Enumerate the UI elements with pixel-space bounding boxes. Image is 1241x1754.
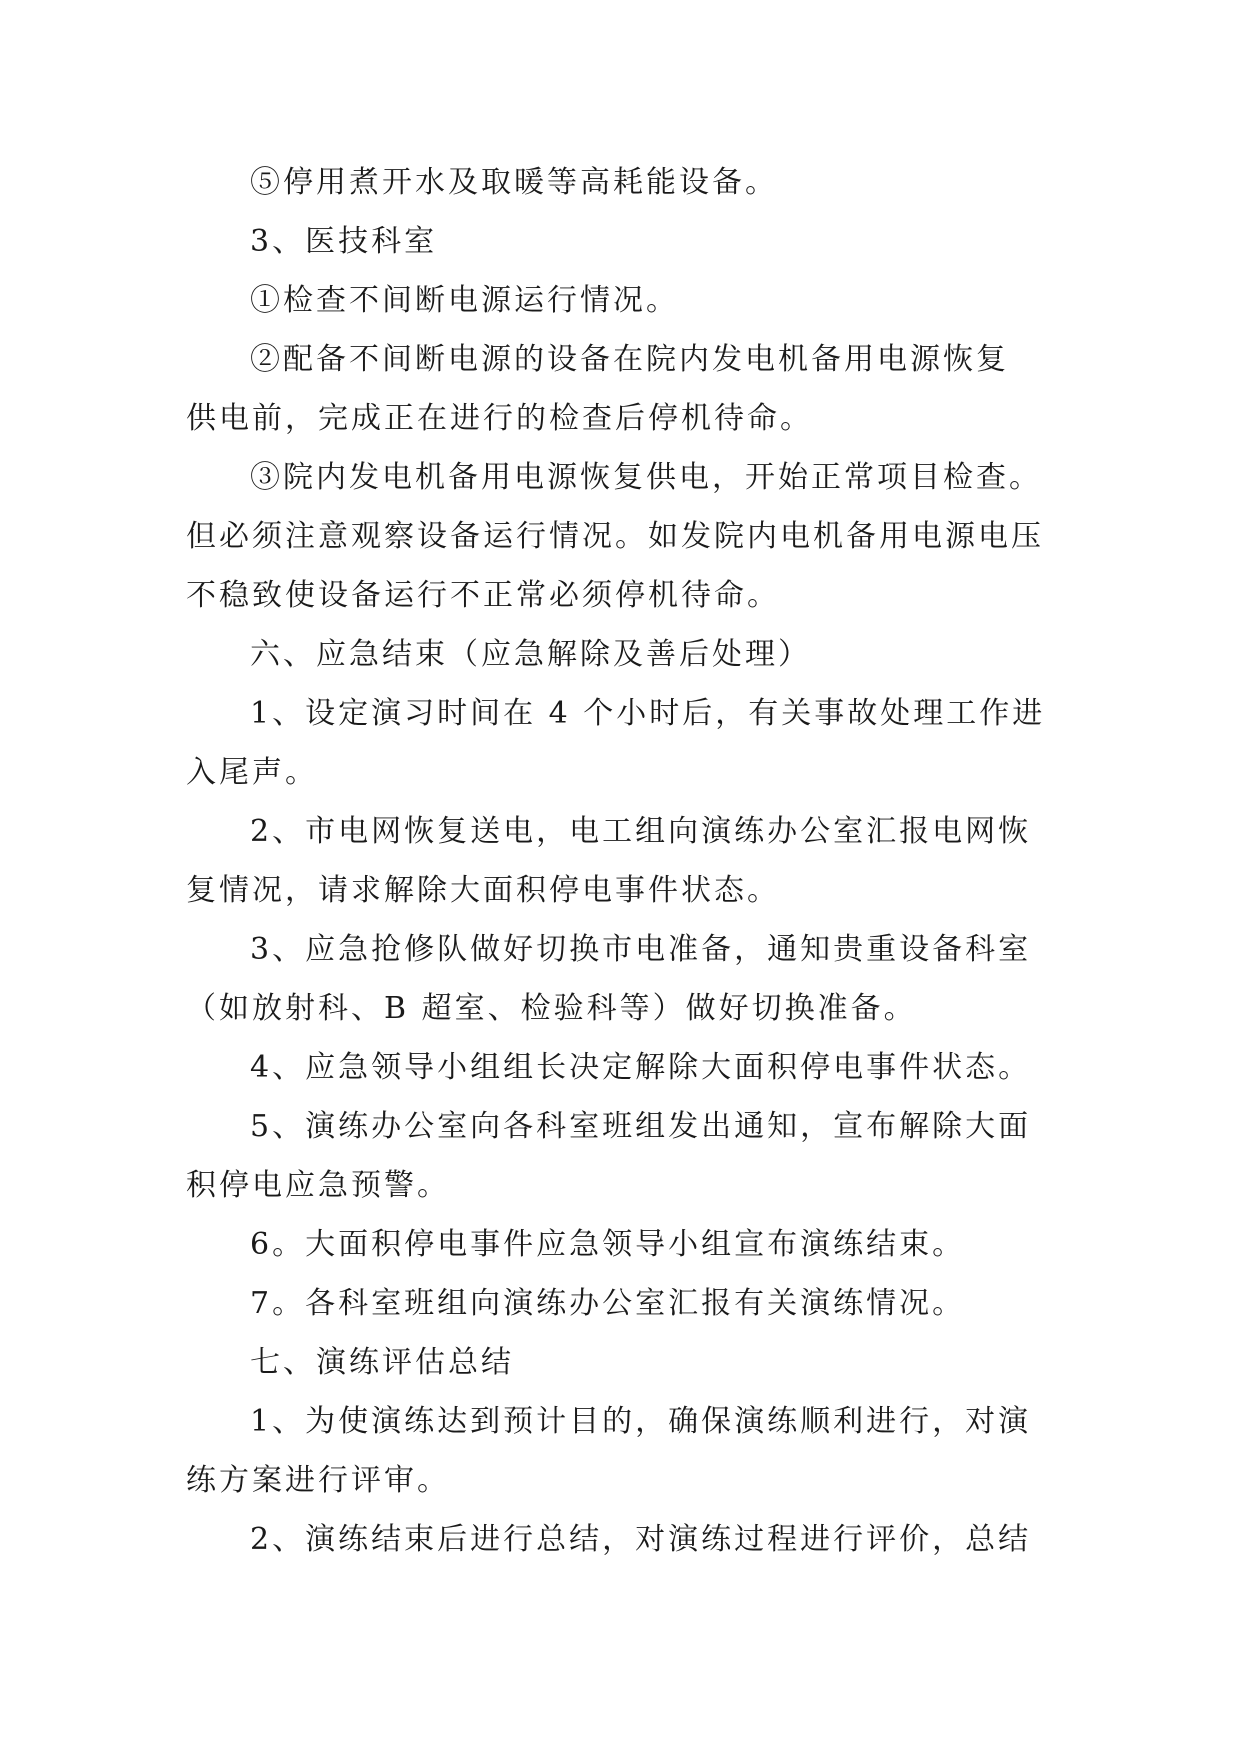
section-heading: 六、应急结束（应急解除及善后处理） [250,637,811,672]
text-line: 练方案进行评审。 [186,1463,450,1498]
text-line: （如放射科、B 超室、检验科等）做好切换准备。 [186,991,917,1026]
text-line: 6。大面积停电事件应急领导小组宣布演练结束。 [250,1227,966,1262]
text-line: 2、市电网恢复送电，电工组向演练办公室汇报电网恢 [250,814,1032,849]
text-line: 供电前，完成正在进行的检查后停机待命。 [186,401,813,436]
text-line: 2、演练结束后进行总结，对演练过程进行评价，总结 [250,1522,1032,1557]
section-heading: 3、医技科室 [250,224,438,259]
text-line: 1、为使演练达到预计目的，确保演练顺利进行，对演 [250,1404,1032,1439]
text-line: 4、应急领导小组组长决定解除大面积停电事件状态。 [250,1050,1032,1085]
text-line: ①检查不间断电源运行情况。 [250,283,679,318]
text-line: 3、应急抢修队做好切换市电准备，通知贵重设备科室 [250,932,1032,967]
text-line: 入尾声。 [186,755,318,790]
section-heading: 七、演练评估总结 [250,1345,514,1380]
text-line: ②配备不间断电源的设备在院内发电机备用电源恢复 [250,342,1009,377]
text-line: ③院内发电机备用电源恢复供电，开始正常项目检查。 [250,460,1042,495]
text-line: 不稳致使设备运行不正常必须停机待命。 [186,578,780,613]
text-line: 5、演练办公室向各科室班组发出通知，宣布解除大面 [250,1109,1032,1144]
text-line: 7。各科室班组向演练办公室汇报有关演练情况。 [250,1286,966,1321]
text-line: 但必须注意观察设备运行情况。如发院内电机备用电源电压 [186,519,1044,554]
text-line: 复情况，请求解除大面积停电事件状态。 [186,873,780,908]
text-line: 积停电应急预警。 [186,1168,450,1203]
text-line: ⑤停用煮开水及取暖等高耗能设备。 [250,165,778,200]
text-line: 1、设定演习时间在 4 个小时后，有关事故处理工作进 [250,696,1046,731]
